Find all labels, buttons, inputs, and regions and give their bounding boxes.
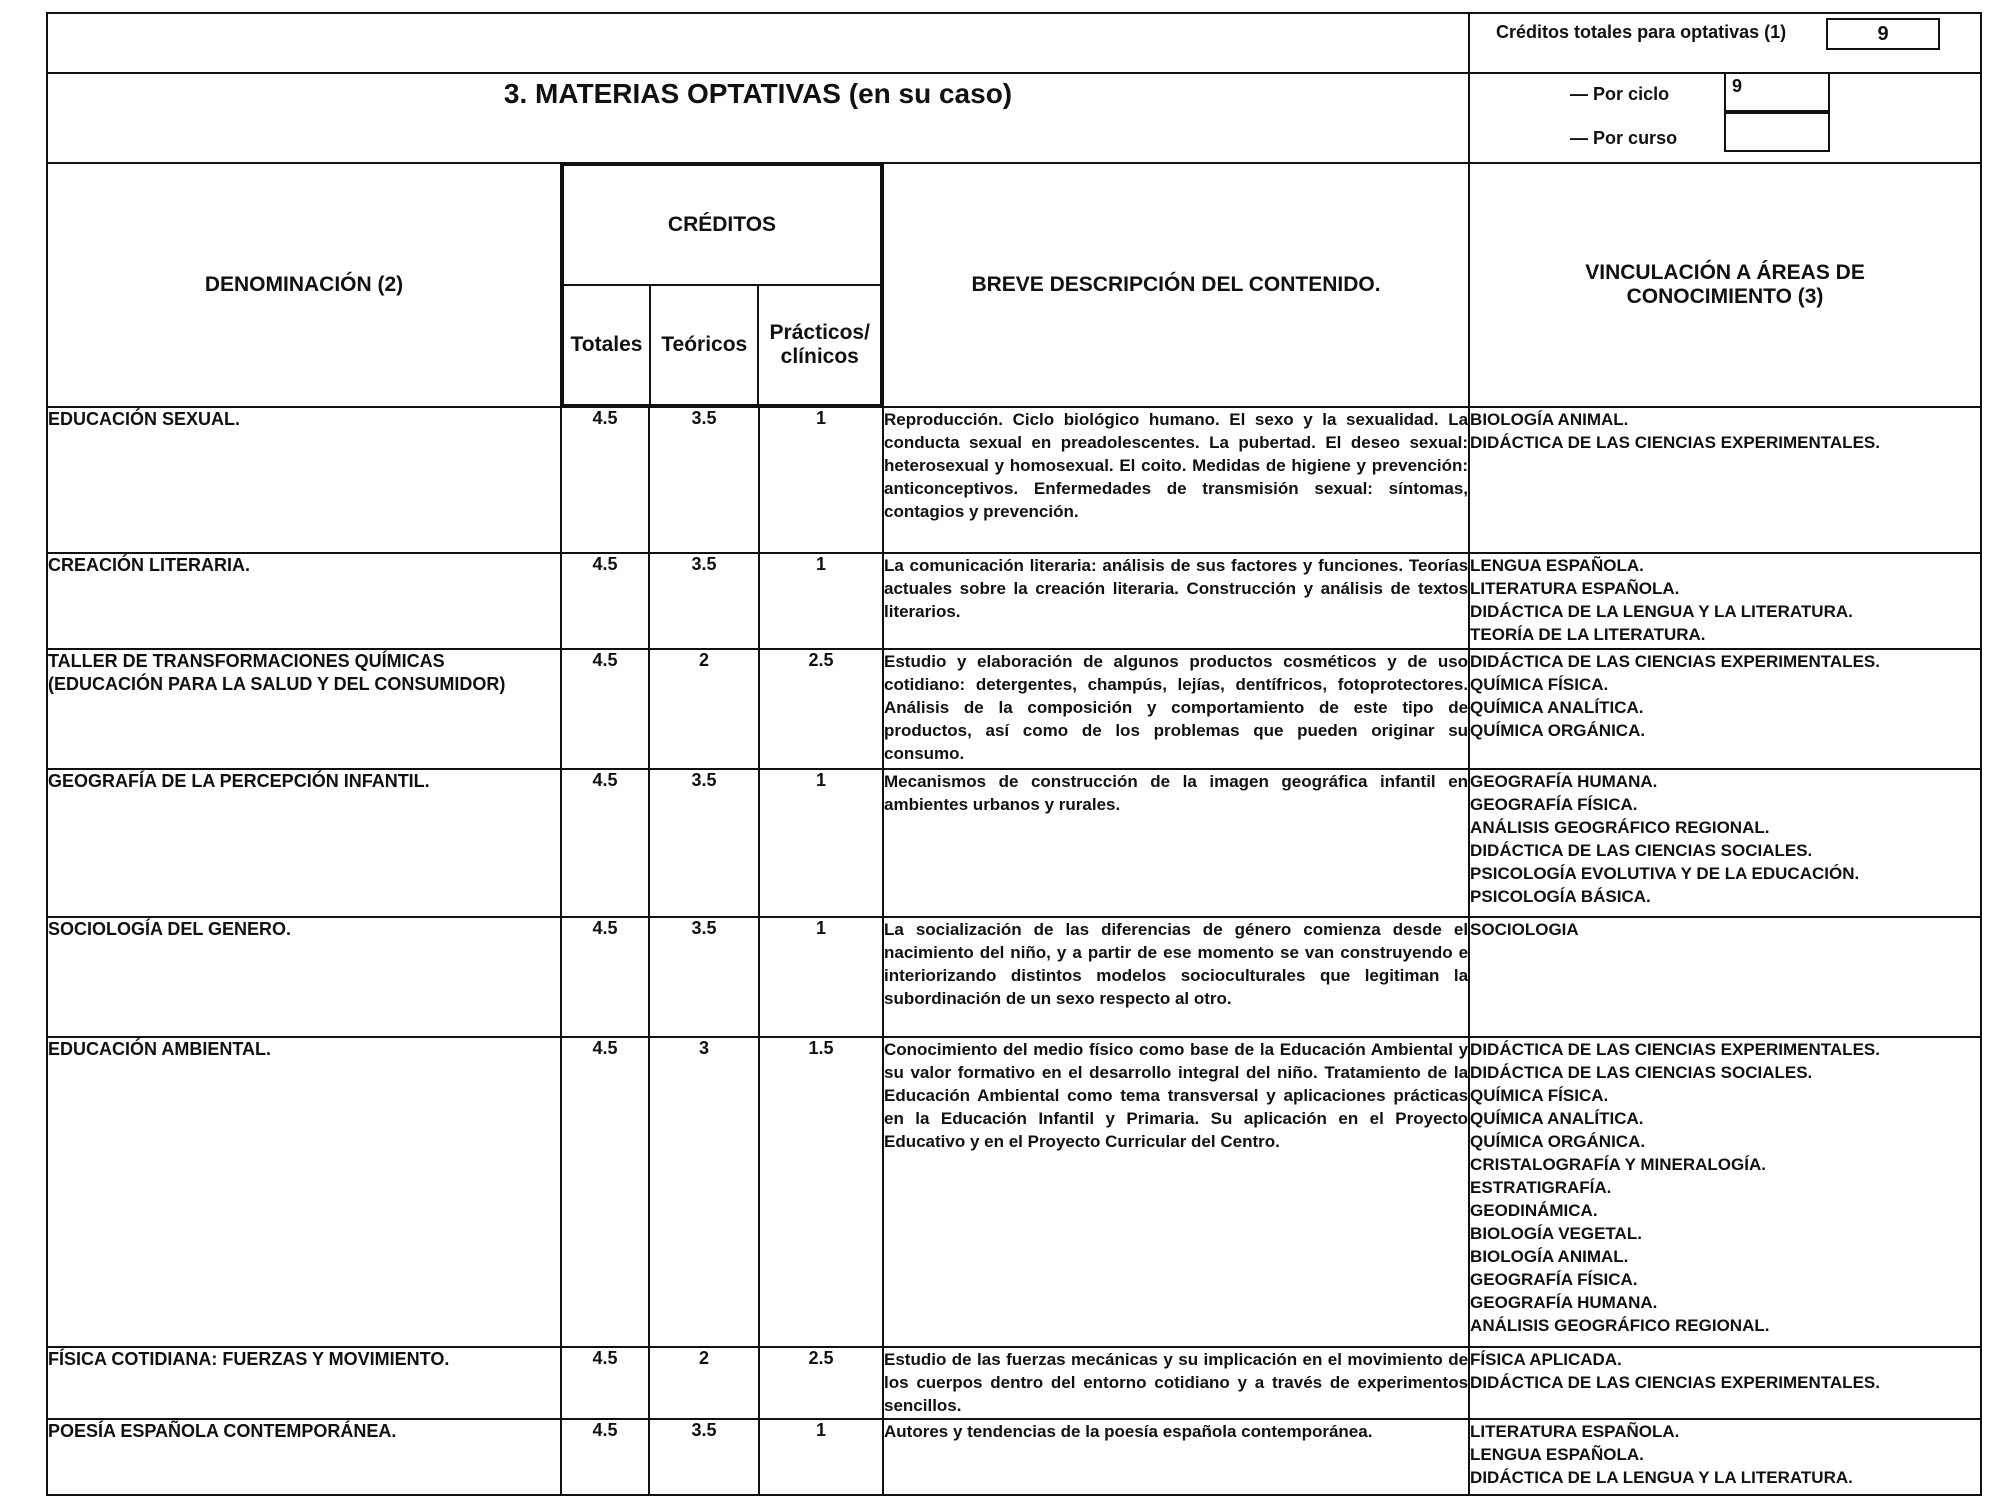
header-denominacion: DENOMINACIÓN (2)	[47, 163, 561, 407]
credits-practicos: 1.5	[759, 1037, 883, 1347]
area-item: QUÍMICA FÍSICA.	[1470, 675, 1609, 694]
area-item: QUÍMICA ORGÁNICA.	[1470, 1132, 1646, 1151]
area-item: SOCIOLOGIA	[1470, 920, 1579, 939]
credits-teoricos: 3	[649, 1037, 759, 1347]
area-item: GEODINÁMICA.	[1470, 1201, 1598, 1220]
credits-practicos: 1	[759, 553, 883, 649]
credits-teoricos: 3.5	[649, 553, 759, 649]
credits-teoricos: 2	[649, 649, 759, 769]
credits-teoricos: 3.5	[649, 407, 759, 553]
area-item: CRISTALOGRAFÍA Y MINERALOGÍA.	[1470, 1155, 1766, 1174]
subject-description: Estudio y elaboración de algunos productos cosméticos y de uso cotidiano: detergentes, champús, lejías, dentífricos, fotoprotectores. Análisis de la composición y comportamiento de este tipo de productos, así como de los problemas que pueden originar su consumo.	[883, 649, 1469, 769]
knowledge-areas	[1469, 649, 1981, 769]
knowledge-areas	[1469, 1419, 1981, 1495]
header-creditos	[561, 163, 883, 407]
por-curso-value	[1724, 112, 1830, 152]
area-item: GEOGRAFÍA FÍSICA.	[1470, 1270, 1638, 1289]
credits-total-value: 9	[1826, 18, 1940, 50]
header-practicos: Prácticos/ clínicos	[769, 321, 870, 368]
subject-name: CREACIÓN LITERARIA.	[47, 553, 561, 649]
credits-totales: 4.5	[561, 769, 649, 917]
credits-total-cell	[1469, 13, 1981, 73]
credits-totales: 4.5	[561, 407, 649, 553]
knowledge-areas	[1469, 769, 1981, 917]
area-item: ESTRATIGRAFÍA.	[1470, 1178, 1612, 1197]
header-totales: Totales	[570, 333, 643, 356]
area-item: BIOLOGÍA ANIMAL.	[1470, 1247, 1629, 1266]
optativas-table	[46, 12, 1982, 1496]
header-descripcion: BREVE DESCRIPCIÓN DEL CONTENIDO.	[883, 163, 1469, 407]
credits-practicos: 1	[759, 917, 883, 1037]
credits-totales: 4.5	[561, 917, 649, 1037]
knowledge-areas	[1469, 553, 1981, 649]
table-row	[47, 1347, 1981, 1419]
area-item: ANÁLISIS GEOGRÁFICO REGIONAL.	[1470, 818, 1770, 837]
subject-description: Estudio de las fuerzas mecánicas y su implicación en el movimiento de los cuerpos dentro del entorno cotidiano y a través de experimentos sencillos.	[883, 1347, 1469, 1419]
credits-practicos: 1	[759, 407, 883, 553]
area-item: LITERATURA ESPAÑOLA.	[1470, 1422, 1680, 1441]
table-row	[47, 917, 1981, 1037]
credits-totales: 4.5	[561, 1347, 649, 1419]
title-cell	[47, 73, 1469, 163]
area-item: LITERATURA ESPAÑOLA.	[1470, 579, 1680, 598]
credits-teoricos: 3.5	[649, 769, 759, 917]
por-curso-label: — Por curso	[1570, 128, 1678, 148]
area-item: PSICOLOGÍA BÁSICA.	[1470, 887, 1651, 906]
credits-totales: 4.5	[561, 1419, 649, 1495]
subject-name: GEOGRAFÍA DE LA PERCEPCIÓN INFANTIL.	[47, 769, 561, 917]
subject-description: Autores y tendencias de la poesía española contemporánea.	[883, 1419, 1469, 1495]
por-ciclo-value: 9	[1724, 72, 1830, 112]
area-item: DIDÁCTICA DE LAS CIENCIAS EXPERIMENTALES.	[1470, 1040, 1880, 1059]
subject-description: Reproducción. Ciclo biológico humano. El sexo y la sexualidad. La conducta sexual en preadolescentes. La pubertad. El deseo sexual: heterosexual y homosexual. El coito. Medidas de higiene y prevención: anticonceptivos. Enfermedades de transmisión sexual: síntomas, contagios y prevención.	[883, 407, 1469, 553]
optativas-form	[46, 12, 1980, 1487]
credits-totales: 4.5	[561, 649, 649, 769]
credits-practicos: 2.5	[759, 649, 883, 769]
header-teoricos: Teóricos	[661, 333, 748, 356]
credits-totales: 4.5	[561, 553, 649, 649]
area-item: DIDÁCTICA DE LAS CIENCIAS SOCIALES.	[1470, 1063, 1813, 1082]
table-row	[47, 1419, 1981, 1495]
subject-name: FÍSICA COTIDIANA: FUERZAS Y MOVIMIENTO.	[47, 1347, 561, 1419]
page-title: 3. MATERIAS OPTATIVAS (en su caso)	[503, 78, 1013, 109]
credits-practicos: 2.5	[759, 1347, 883, 1419]
knowledge-areas	[1469, 1037, 1981, 1347]
credits-teoricos: 3.5	[649, 1419, 759, 1495]
table-row	[47, 649, 1981, 769]
subject-description: Conocimiento del medio físico como base de la Educación Ambiental y su valor formativo en el desarrollo integral del niño. Tratamiento de la Educación Ambiental como tema transversal y aplicaciones prácticas en la Educación Infantil y Primaria. Su aplicación en el Proyecto Educativo y en el Proyecto Curricular del Centro.	[883, 1037, 1469, 1347]
subject-name: EDUCACIÓN AMBIENTAL.	[47, 1037, 561, 1347]
credits-totales: 4.5	[561, 1037, 649, 1347]
area-item: DIDÁCTICA DE LA LENGUA Y LA LITERATURA.	[1470, 602, 1853, 621]
header-vinculacion: VINCULACIÓN A ÁREAS DE CONOCIMIENTO (3)	[1469, 163, 1981, 407]
area-item: FÍSICA APLICADA.	[1470, 1350, 1622, 1369]
credits-teoricos: 3.5	[649, 917, 759, 1037]
area-item: DIDÁCTICA DE LAS CIENCIAS EXPERIMENTALES.	[1470, 652, 1880, 671]
area-item: BIOLOGÍA VEGETAL.	[1470, 1224, 1642, 1243]
area-item: QUÍMICA ANALÍTICA.	[1470, 1109, 1644, 1128]
area-item: DIDÁCTICA DE LA LENGUA Y LA LITERATURA.	[1470, 1468, 1853, 1487]
area-item: GEOGRAFÍA HUMANA.	[1470, 1293, 1658, 1312]
area-item: DIDÁCTICA DE LAS CIENCIAS SOCIALES.	[1470, 841, 1813, 860]
por-ciclo-label: — Por ciclo	[1570, 84, 1670, 104]
subject-name: POESÍA ESPAÑOLA CONTEMPORÁNEA.	[47, 1419, 561, 1495]
table-row	[47, 1037, 1981, 1347]
credits-teoricos: 2	[649, 1347, 759, 1419]
credits-practicos: 1	[759, 1419, 883, 1495]
area-item: TEORÍA DE LA LITERATURA.	[1470, 625, 1706, 644]
area-item: GEOGRAFÍA FÍSICA.	[1470, 795, 1638, 814]
knowledge-areas	[1469, 407, 1981, 553]
area-item: DIDÁCTICA DE LAS CIENCIAS EXPERIMENTALES.	[1470, 433, 1880, 452]
area-item: LENGUA ESPAÑOLA.	[1470, 556, 1644, 575]
subject-description: La socialización de las diferencias de género comienza desde el nacimiento del niño, y a partir de ese momento se van construyendo e interiorizando distintos modelos socioculturales que legitiman la subordinación de un sexo respecto al otro.	[883, 917, 1469, 1037]
area-item: QUÍMICA ORGÁNICA.	[1470, 721, 1646, 740]
table-row	[47, 407, 1981, 553]
subjects-body	[47, 407, 1981, 1495]
header-creditos-label: CRÉDITOS	[667, 213, 777, 236]
area-item: LENGUA ESPAÑOLA.	[1470, 1445, 1644, 1464]
area-item: PSICOLOGÍA EVOLUTIVA Y DE LA EDUCACIÓN.	[1470, 864, 1860, 883]
area-item: BIOLOGÍA ANIMAL.	[1470, 410, 1629, 429]
subject-description: La comunicación literaria: análisis de sus factores y funciones. Teorías actuales sobre la creación literaria. Construcción y análisis de textos literarios.	[883, 553, 1469, 649]
area-item: QUÍMICA ANALÍTICA.	[1470, 698, 1644, 717]
subject-name: SOCIOLOGÍA DEL GENERO.	[47, 917, 561, 1037]
subject-description: Mecanismos de construcción de la imagen geográfica infantil en ambientes urbanos y rurales.	[883, 769, 1469, 917]
credits-practicos: 1	[759, 769, 883, 917]
area-item: GEOGRAFÍA HUMANA.	[1470, 772, 1658, 791]
area-item: ANÁLISIS GEOGRÁFICO REGIONAL.	[1470, 1316, 1770, 1335]
area-item: QUÍMICA FÍSICA.	[1470, 1086, 1609, 1105]
area-item: DIDÁCTICA DE LAS CIENCIAS EXPERIMENTALES.	[1470, 1373, 1880, 1392]
credits-total-label: Créditos totales para optativas (1)	[1496, 22, 1787, 42]
subject-name: EDUCACIÓN SEXUAL.	[47, 407, 561, 553]
knowledge-areas	[1469, 917, 1981, 1037]
cycle-course-cell	[1469, 73, 1981, 163]
table-row	[47, 553, 1981, 649]
table-row	[47, 769, 1981, 917]
knowledge-areas	[1469, 1347, 1981, 1419]
header-blank-cell	[47, 13, 1469, 73]
subject-name: TALLER DE TRANSFORMACIONES QUÍMICAS (EDUCACIÓN PARA LA SALUD Y DEL CONSUMIDOR)	[47, 649, 561, 769]
